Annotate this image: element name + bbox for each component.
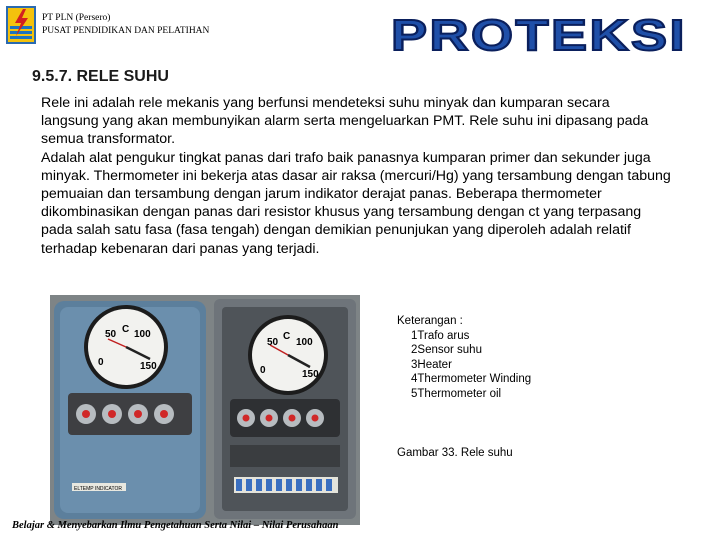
body-text xyxy=(41,94,671,258)
dial-tick: 0 xyxy=(98,357,104,368)
proteksi-banner xyxy=(388,6,690,62)
paragraph-1: Rele ini adalah rele mekanis yang berfunsi mendeteksi suhu minyak dan kumparan secara langsung yang akan membunyikan alarm serta mengeluarkan PMT. Rele suhu ini dipasang pada semua transformator. xyxy=(41,95,649,148)
pln-logo-icon xyxy=(6,6,36,44)
org-line-2: PUSAT PENDIDIKAN DAN PELATIHAN xyxy=(42,26,210,36)
relay-unit-right xyxy=(214,299,356,519)
legend-title: Keterangan : xyxy=(397,315,463,327)
section-title: 9.5.7. RELE SUHU xyxy=(32,68,169,85)
dial-tick: 150 xyxy=(302,369,319,380)
dial-tick: C xyxy=(122,324,130,335)
banner-title: PROTEKSI xyxy=(391,11,687,60)
organization-name xyxy=(42,12,209,38)
legend-item: 5Thermometer oil xyxy=(411,387,502,400)
dial-tick: 100 xyxy=(296,337,313,348)
legend-item: 1Trafo arus xyxy=(411,329,470,342)
figure-caption: Gambar 33. Rele suhu xyxy=(397,447,513,459)
dial-tick: 0 xyxy=(260,365,266,376)
legend-item: 4Thermometer Winding xyxy=(411,373,532,385)
dial-tick: C xyxy=(283,331,291,342)
org-line-1: PT PLN (Persero) xyxy=(42,13,111,23)
paragraph-2: Adalah alat pengukur tingkat panas dari trafo baik panasnya kumparan primer dan sekunder juga minyak. Thermometer ini bekerja atas dasar air raksa (mercuri/Hg) yang tersambung dengan tabung pemuaian dan tersambung dengan jarum indikator derajat panas. Beberapa thermometer dikombinasikan dengan panas dari resistor khusus yang tersambung dengan ct yang terpasang pada salah satu fasa (fasa tengah) dengan demikian penunjukan yang diperoleh adalah relatif terhadap kebenaran dari panas yang terjadi. xyxy=(41,149,671,257)
relay-unit-left xyxy=(54,301,206,519)
legend-item: 3Heater xyxy=(411,358,452,371)
plate-label: ELTEMP INDICATOR xyxy=(74,486,122,492)
footer-motto: Belajar & Menyebarkan Ilmu Pengetahuan Serta Nilai – Nilai Perusahaan xyxy=(12,520,339,531)
relay-photo xyxy=(50,295,360,525)
legend-item: 2Sensor suhu xyxy=(411,344,482,356)
figure-legend xyxy=(397,314,531,401)
dial-tick: 150 xyxy=(140,361,157,372)
dial-tick: 50 xyxy=(105,329,117,340)
dial-tick: 100 xyxy=(134,329,151,340)
dial-tick: 50 xyxy=(267,337,279,348)
